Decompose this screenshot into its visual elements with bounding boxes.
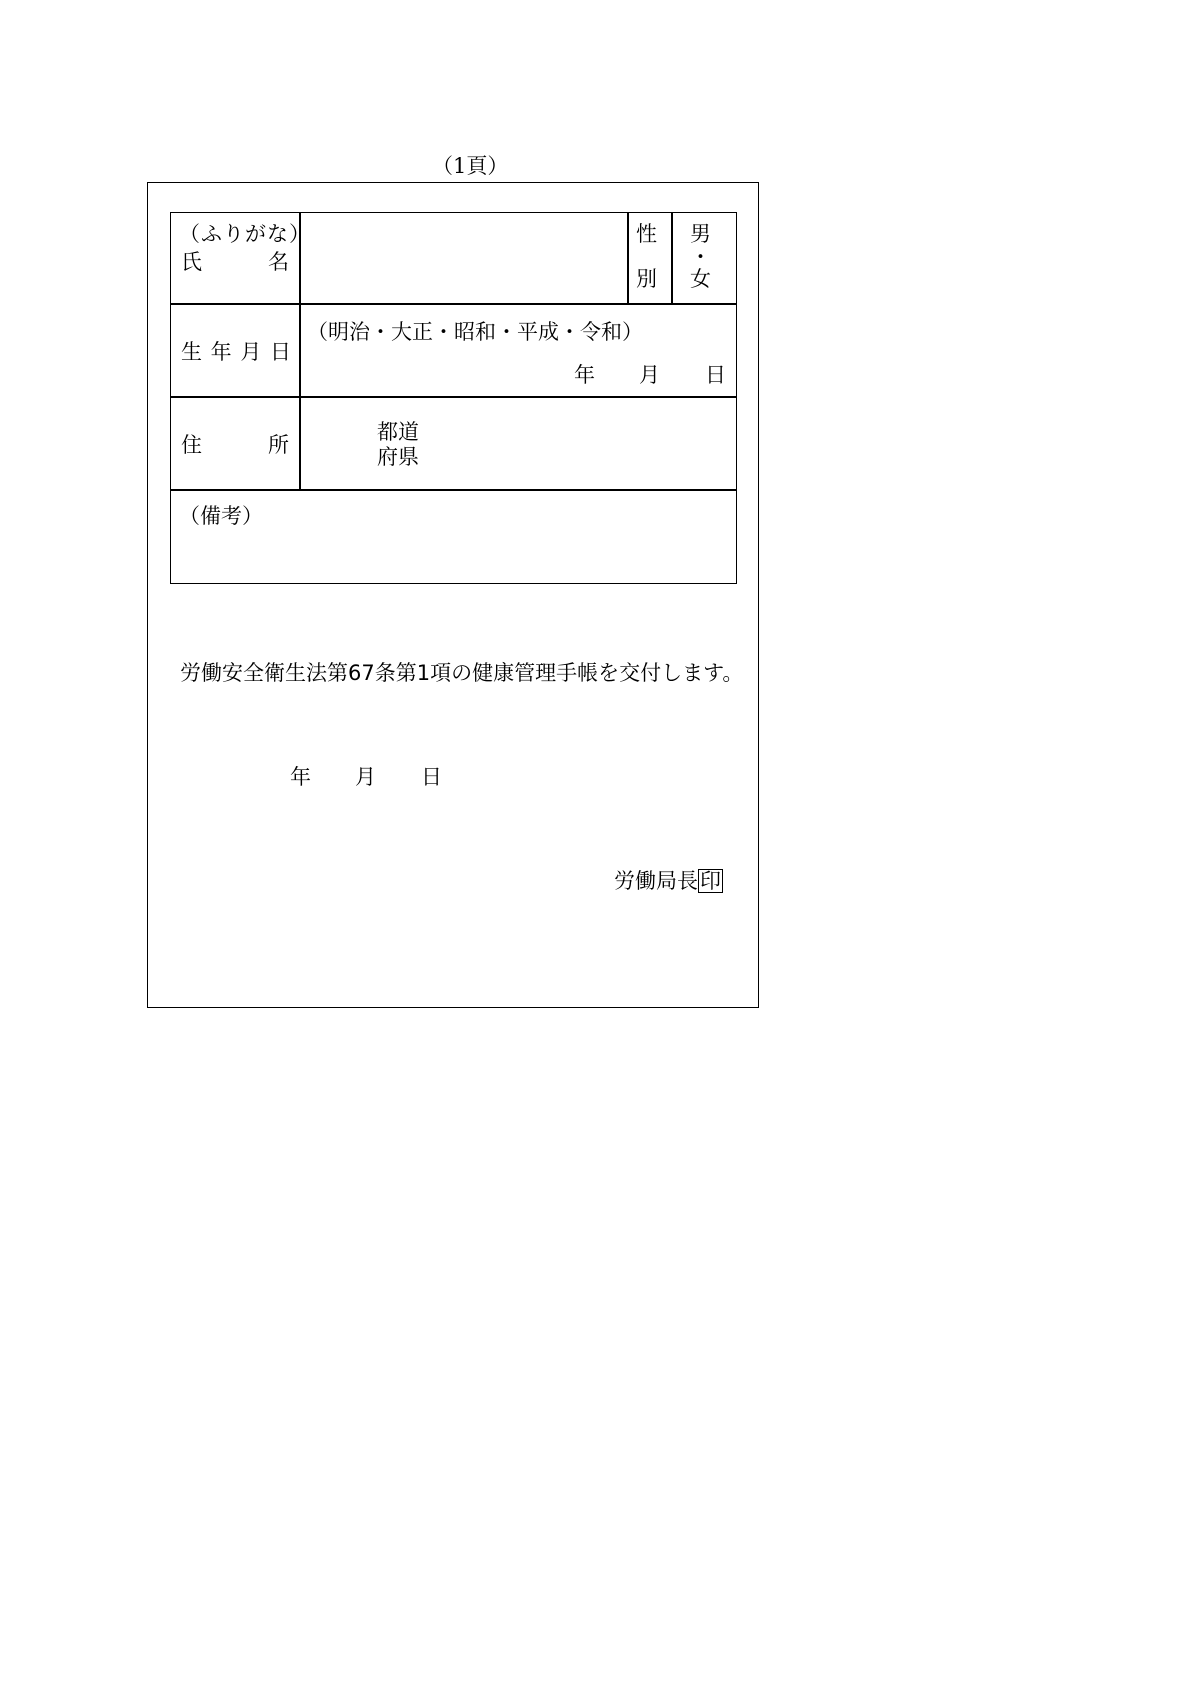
- page-label: （1頁）: [432, 154, 509, 178]
- sex-option-female: 女: [690, 267, 711, 291]
- issuer-signature: [614, 869, 723, 893]
- sex-label-first: 性: [636, 222, 657, 246]
- furigana-label: （ふりがな）: [179, 222, 311, 246]
- birth-day-label: 日: [705, 363, 726, 387]
- prefecture-label-first: 都道: [377, 420, 419, 444]
- issuance-statement: 労働安全衛生法第67条第1項の健康管理手帳を交付します。: [180, 661, 744, 685]
- prefecture-label-second: 府県: [377, 445, 419, 469]
- issue-date-day-label: 日: [421, 765, 442, 789]
- sex-label-second: 別: [636, 267, 657, 291]
- era-options: （明治・大正・昭和・平成・令和）: [307, 320, 643, 344]
- issuer-title: 労働局長: [614, 869, 698, 893]
- birth-year-label: 年: [574, 363, 595, 387]
- address-label-first: 住: [181, 433, 202, 457]
- seal-stamp: 印: [700, 869, 721, 893]
- name-field[interactable]: [299, 212, 629, 305]
- birth-month-label: 月: [639, 363, 660, 387]
- address-field[interactable]: [299, 396, 737, 491]
- address-label-second: 所: [268, 433, 289, 457]
- issue-date-month-label: 月: [355, 765, 376, 789]
- sex-option-male: 男: [690, 222, 711, 246]
- sex-option-separator: ・: [690, 245, 711, 269]
- name-label-second: 名: [268, 250, 289, 274]
- issue-date-year-label: 年: [290, 765, 311, 789]
- name-label-first: 氏: [181, 250, 202, 274]
- birth-date-field[interactable]: [299, 303, 737, 398]
- birth-date-label: 生 年 月 日: [181, 340, 293, 364]
- remarks-label: （備考）: [179, 504, 263, 528]
